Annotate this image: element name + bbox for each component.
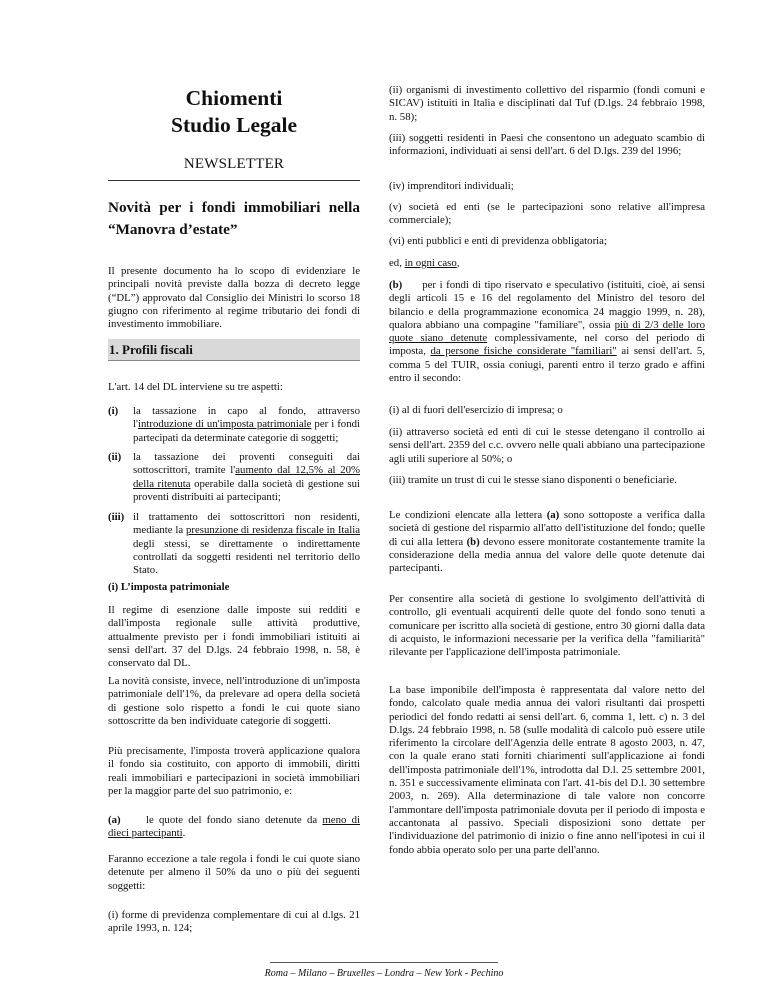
- condition-b: [389, 279, 705, 385]
- paragraph: Le condizioni elencate alla lettera (a) sono sottoposte a verifica dalla società di gestione del risparmio all'atto dell'istituzione del fondo; quelle di cui alla lettera (b) devono essere monitorate costantemente tramite la considerazione della media annua del valore delle quote detenute dai partecipanti.: [389, 509, 706, 575]
- right-para: [389, 509, 705, 575]
- paragraph: Più precisamente, l'imposta troverà applicazione qualora il fondo sia costituito, con apporto di immobili, diritti reali immobiliari e partecipazioni in società immobiliari per la maggior parte del suo patrimonio, e:: [108, 745, 360, 797]
- condition-a: [108, 814, 360, 841]
- paragraph: (v) società ed enti (se le partecipazioni sono relative all'impresa commerciale);: [389, 201, 705, 227]
- header-divider: [108, 180, 360, 181]
- condition-key: (b): [389, 279, 403, 291]
- paragraph: (ii) organismi di investimento collettivo del risparmio (fondi comuni e SICAV) istituiti in Italia e disciplinati dal Tuf (D.lgs. 24 febbraio 1998, n. 58);: [389, 84, 705, 123]
- paragraph: Per consentire alla società di gestione lo svolgimento dell'attività di controllo, gli eventuali acquirenti delle quote del fondo sono tenuti a comunicare per iscritto alla società di gestione, entro 30 giorni dalla data di acquisto, le informazioni necessarie per la verifica della "familiarità" rilevante per l'applicazione dell'imposta patrimoniale.: [389, 593, 705, 659]
- right-para: [389, 257, 705, 270]
- right-para: [389, 201, 705, 228]
- list-item-emphasis: introduzione di un'imposta patrimoniale: [137, 418, 312, 431]
- section-lead: L'art. 14 del DL interviene su tre aspetti:: [108, 381, 283, 393]
- subsection-title: (i) L’imposta patrimoniale: [108, 581, 230, 593]
- paragraph: La novità consiste, invece, nell'introduzione di un'imposta patrimoniale dell'1%, da prelevare ad opera della società di gestione solo rispetto a fondi le cui quote siano sottoscritte da ben individuate categorie di soggetti.: [108, 675, 360, 727]
- condition-b-text: (b) per i fondi di tipo riservato e speculativo (istituiti, cioè, ai sensi degli articoli 15 e 16 del regolamento del Ministro del tesoro del bilancio e della programmazione economica 24 maggio 1999, n. 28), qualora abbiano una compagine "familiare", ossia più di 2/3 delle loro quote siano detenute complessivamente, nel corso del periodo di imposta, da persone fisiche considerate "familiari" ai sensi dell'art. 5, comma 5 del TUIR, ossia coniugi, parenti entro il terzo grado e affini entro il secondo:: [389, 279, 706, 385]
- footer-divider: [270, 962, 498, 963]
- lead-block: [108, 381, 360, 394]
- list-item-text: la tassazione in capo al fondo, attraverso l'introduzione di un'imposta patrimoniale per i fondi partecipati da determinate categorie di soggetti;: [133, 405, 360, 444]
- newsletter-label: NEWSLETTER: [183, 156, 285, 172]
- list-item: [108, 451, 360, 504]
- firm-name-line1: Chiomenti: [185, 86, 283, 110]
- right-para: [389, 593, 705, 659]
- section-heading: 1. Profili fiscali: [108, 339, 360, 361]
- emphasis: più di 2/3 delle loro quote siano detenute: [389, 318, 705, 345]
- list-item: [108, 511, 360, 577]
- emphasis: in ogni caso: [404, 257, 457, 269]
- emphasis: da persone fisiche considerate "familiari": [430, 345, 617, 358]
- intro-block: [108, 265, 360, 331]
- paragraph-block: [108, 604, 360, 670]
- right-para: [389, 132, 705, 159]
- paragraph: (iii) tramite un trust di cui le stesse siano disponenti o beneficiarie.: [389, 474, 677, 486]
- list-item-text: la tassazione dei proventi conseguiti dai sottoscrittori, tramite l'aumento dal 12,5% al 20% della ritenuta operabile dalla società di gestione sui proventi distribuiti ai partecipanti;: [133, 451, 361, 503]
- paragraph: (vi) enti pubblici e enti di previdenza obbligatoria;: [389, 235, 607, 247]
- article-headline: Novità per i fondi immobiliari nella “Manovra d’estate”: [108, 199, 360, 238]
- condition-key: (a): [108, 814, 121, 826]
- paragraph: (ii) attraverso società ed enti di cui le stesse detengano il controllo ai sensi dell'art. 2359 del c.c. ovvero nelle quali abbiano una partecipazione agli utili superiore al 50%; o: [389, 426, 705, 465]
- firm-name-line2: Studio Legale: [170, 113, 298, 137]
- paragraph-block: [108, 909, 360, 936]
- list-item-key: (iii): [108, 511, 125, 523]
- paragraph: Il regime di esenzione dalle imposte sui redditi e dall'imposta regionale sulle attività produttive, attualmente previsto per i fondi immobiliari istituiti ai sensi dell'art. 37 del D.lgs. 24 febbraio 1998, n. 58, è conservato dal DL.: [108, 604, 360, 670]
- paragraph: (i) forme di previdenza complementare di cui al d.lgs. 21 aprile 1993, n. 124;: [108, 909, 360, 935]
- right-para: [389, 84, 705, 124]
- list-item: [108, 405, 360, 445]
- right-para: [389, 180, 705, 193]
- list-item-emphasis: presunzione di residenza fiscale in Italia: [185, 524, 360, 537]
- condition-emphasis: meno di dieci partecipanti: [108, 814, 360, 840]
- paragraph-block: [108, 853, 360, 893]
- right-para: [389, 235, 705, 248]
- paragraph: ed, in ogni caso,: [389, 257, 460, 269]
- firm-name: [108, 85, 360, 139]
- intro-paragraph: Il presente documento ha lo scopo di evidenziare le principali novità previste dalla bozza di decreto legge (“DL”) approvato dal Consiglio dei Ministri lo scorso 18 giugno con riferimento al regime tributario dei fondi di investimento immobiliare.: [108, 265, 360, 331]
- paragraph: Faranno eccezione a tale regola i fondi le cui quote siano detenute per almeno il 50% da uno o più dei seguenti soggetti:: [108, 853, 360, 892]
- right-para: [389, 404, 705, 417]
- list-item-emphasis: aumento dal 12,5% al 20% della ritenuta: [133, 464, 361, 490]
- list-item-key: (ii): [108, 451, 122, 463]
- footer-offices: Roma – Milano – Bruxelles – Londra – New York - Pechino: [264, 968, 504, 979]
- condition-text: le quote del fondo siano detenute da meno di dieci partecipanti.: [108, 814, 360, 840]
- paragraph-block: [108, 745, 360, 798]
- paragraph: (i) al di fuori dell'esercizio di impresa; o: [389, 404, 563, 416]
- right-para: [389, 426, 705, 466]
- paragraph: (iii) soggetti residenti in Paesi che consentono un adeguato scambio di informazioni, individuati ai sensi dell'art. 6 del D.lgs. 239 del 1996;: [389, 132, 705, 158]
- paragraph-block: [108, 675, 360, 728]
- list-item-key: (i): [108, 405, 119, 417]
- paragraph: La base imponibile dell'imposta è rappresentata dal valore netto del fondo, calcolato quale media annua dei valori risultanti dai prospetti periodici del fondo redatti ai sensi dell'art. 6, comma 1, lett. c) n. 3 del D.lgs. 24 febbraio 1998, n. 58 (sulle modalità di calcolo può essere utile riferimento la circolare dell'Agenzia delle entrate 8 agosto 2003, n. 47, con la quale erano stati forniti chiarimenti sull'applicazione ai fondi dell'imposta patrimoniale dell'1%, introdotta dal D.l. 25 settembre 2001, n. 351 e successivamente eliminata con l'art. 41-bis del D.l. 30 settembre 2003, n. 269). Alla determinazione di tale valore non concorre l'ammontare dell'imposta patrimoniale dovuta per il periodo di imposta e accantonata al passivo. Speciali disposizioni sono dettate per l'individuazione del patrimonio di inizio o fine anno nell'ipotesi in cui il fondo abbia operato solo per una parte dell'anno.: [389, 684, 705, 856]
- right-para: [389, 474, 705, 487]
- right-para: [389, 684, 705, 857]
- list-item-text: il trattamento dei sottoscrittori non residenti, mediante la presunzione di residenza fiscale in Italia degli stessi, se direttamente o indirettamente controllati da soggetti residenti nel territorio dello Stato.: [133, 511, 360, 577]
- paragraph: (iv) imprenditori individuali;: [389, 180, 514, 192]
